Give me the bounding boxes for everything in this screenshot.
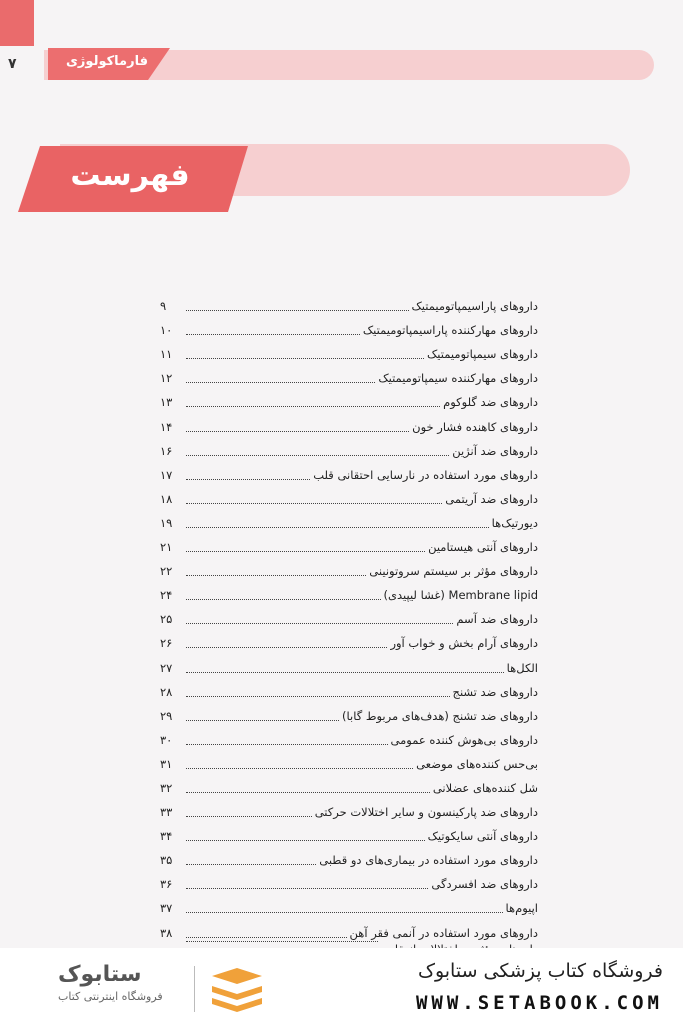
toc-entry[interactable] (160, 507, 538, 531)
store-url[interactable]: WWW.SETABOOK.COM (415, 992, 663, 1014)
toc-entry-page: ۱۲ (160, 371, 173, 386)
toc-dot-leader (186, 310, 409, 311)
toc-entry-page: ۲۶ (160, 636, 173, 651)
toc-dot-leader (186, 551, 425, 552)
toc-dot-leader (186, 479, 310, 480)
toc-entry-title: داروهای بی‌هوش کننده عمومی (390, 732, 538, 747)
toc-entry-page: ۱۴ (160, 419, 173, 434)
toc-entry[interactable] (160, 844, 538, 868)
toc-entry[interactable] (160, 651, 538, 675)
toc-entry[interactable] (160, 603, 538, 627)
toc-entry-title: داروهای ضد آریتمی (445, 491, 538, 506)
toc-dot-leader (186, 406, 440, 407)
toc-entry-title: داروهای پاراسیمپاتومیمتیک (411, 299, 538, 314)
toc-entry-page: ۳۸ (160, 925, 173, 940)
toc-entry-page: ۳۴ (160, 829, 173, 844)
toc-entry[interactable] (160, 435, 538, 459)
toc-entry-page: ۳۱ (160, 756, 173, 771)
toc-dot-leader (186, 840, 425, 841)
toc-entry-page: ۱۷ (160, 467, 173, 482)
toc-dot-leader (186, 768, 413, 769)
toc-dot-leader (186, 816, 312, 817)
toc-entry-title: داروهای ضد پارکینسون و سایر اختلالات حرکتی (314, 805, 538, 820)
toc-dot-leader (186, 792, 430, 793)
toc-entry[interactable] (160, 700, 538, 724)
toc-entry[interactable] (160, 772, 538, 796)
toc-entry-page: ۱۰ (160, 323, 173, 338)
toc-dot-leader (186, 696, 450, 697)
running-head (0, 46, 683, 86)
toc-dot-leader (186, 720, 339, 721)
toc-entry-page: ۲۱ (160, 540, 173, 555)
logo-divider (194, 966, 195, 1012)
toc-banner (0, 140, 683, 220)
toc-entry[interactable] (160, 555, 538, 579)
toc-entry-title: بی‌حس کننده‌های موضعی (416, 756, 538, 771)
toc-entry[interactable] (160, 796, 538, 820)
toc-dot-leader (186, 888, 428, 889)
toc-dot-leader (186, 503, 442, 504)
toc-entry-title: دیورتیک‌ها (491, 515, 538, 530)
toc-entry-page: ۱۳ (160, 395, 173, 410)
store-logo[interactable] (18, 958, 268, 1018)
toc-entry-title: داروهای ضد تشنج (هدف‌های مربوط گابا) (342, 708, 538, 723)
toc-entry-title: داروهای مهارکننده سیمپاتومیمتیک (378, 371, 538, 386)
toc-entry-page: ۱۱ (160, 347, 173, 362)
toc-entry-title: داروهای ضد افسردگی (431, 877, 538, 892)
toc-entry[interactable] (160, 868, 538, 892)
toc-entry-title: داروهای مورد استفاده در بیماری‌های دو قطبی (319, 853, 538, 868)
toc-dot-leader (186, 431, 409, 432)
toc-entry[interactable] (160, 676, 538, 700)
toc-entry-page: ۲۷ (160, 660, 173, 675)
toc-entry-page: ۳۷ (160, 901, 173, 916)
toc-entry-page: ۳۲ (160, 780, 173, 795)
toc-entry[interactable] (160, 531, 538, 555)
toc-entry-page: ۳۳ (160, 805, 173, 820)
toc-entry-page: ۹ (160, 299, 167, 314)
toc-entry[interactable] (160, 916, 538, 940)
toc-entry[interactable] (160, 459, 538, 483)
toc-dot-leader (186, 647, 387, 648)
toc-entry-page: ۲۵ (160, 612, 173, 627)
toc-list (160, 290, 538, 953)
page-number: ۷ (8, 56, 17, 72)
toc-entry[interactable] (160, 483, 538, 507)
toc-entry-page: ۲۴ (160, 588, 173, 603)
toc-entry-title: داروهای ضد آنژین (452, 443, 538, 458)
store-footer (0, 948, 683, 1024)
toc-entry[interactable] (160, 386, 538, 410)
toc-entry-title: داروهای آنتی هیستامین (428, 540, 538, 555)
toc-entry-title: Membrane lipid (غشا لیپیدی) (383, 588, 538, 603)
toc-entry-page: ۲۸ (160, 684, 173, 699)
toc-entry-page: ۳۵ (160, 853, 173, 868)
toc-entry-title: اپیوم‌ها (505, 901, 538, 916)
toc-dot-leader (186, 744, 388, 745)
toc-dot-leader (186, 358, 424, 359)
toc-entry[interactable] (160, 724, 538, 748)
toc-entry-title: داروهای مؤثر بر سیستم سروتونینی (369, 564, 538, 579)
toc-dot-leader (186, 912, 503, 913)
running-head-title: فارماکولوژی (66, 54, 148, 69)
toc-entry-title: داروهای آرام بخش و خواب آور (390, 636, 538, 651)
toc-entry-page: ۲۹ (160, 708, 173, 723)
toc-entry-title: داروهای ضد آسم (456, 612, 538, 627)
store-name: فروشگاه کتاب پزشکی ستابوک (417, 960, 663, 982)
toc-dot-leader (186, 864, 316, 865)
toc-entry[interactable] (160, 579, 538, 603)
toc-entry[interactable] (160, 748, 538, 772)
toc-dot-leader (186, 575, 366, 576)
toc-entry[interactable] (160, 290, 538, 314)
toc-title: فهرست (70, 158, 190, 193)
toc-dot-leader (186, 527, 489, 528)
toc-dot-leader (186, 334, 360, 335)
toc-entry[interactable] (160, 410, 538, 434)
toc-entry-title: شل کننده‌های عضلانی (432, 780, 538, 795)
logo-wordmark: ستابوک (58, 962, 142, 987)
toc-entry-page: ۳۶ (160, 877, 173, 892)
book-stack-icon (208, 966, 266, 1012)
toc-dot-leader (186, 623, 453, 624)
toc-entry-page: ۱۶ (160, 443, 173, 458)
toc-dot-leader (186, 455, 449, 456)
toc-entry-title: داروهای کاهنده فشار خون (412, 419, 538, 434)
toc-entry-title: داروهای مهارکننده پاراسیمپاتومیمتیک (362, 323, 538, 338)
toc-entry-title: داروهای ضد تشنج (452, 684, 538, 699)
toc-dot-leader (186, 941, 378, 942)
toc-entry-page: ۱۹ (160, 515, 173, 530)
corner-mark (0, 0, 34, 46)
toc-dot-leader (186, 599, 381, 600)
logo-tagline: فروشگاه اینترنتی کتاب (58, 990, 163, 1003)
toc-entry-title: داروهای آنتی سایکوتیک (427, 829, 538, 844)
toc-dot-leader (186, 672, 504, 673)
toc-entry-page: ۳۰ (160, 732, 173, 747)
toc-entry[interactable] (160, 892, 538, 916)
toc-entry-page: ۲۲ (160, 564, 173, 579)
toc-entry-title: الکل‌ها (506, 660, 538, 675)
toc-entry-title: داروهای ضد گلوکوم (443, 395, 538, 410)
toc-dot-leader (186, 382, 375, 383)
toc-entry-page: ۱۸ (160, 491, 173, 506)
toc-entry[interactable] (160, 820, 538, 844)
toc-entry-title: داروهای سیمپاتومیمتیک (426, 347, 538, 362)
toc-entry-title: داروهای مورد استفاده در آنمی فقر آهن (349, 925, 538, 940)
toc-entry[interactable] (160, 314, 538, 338)
toc-entry[interactable] (160, 362, 538, 386)
toc-entry[interactable] (160, 627, 538, 651)
toc-entry-title: داروهای مورد استفاده در نارسایی احتقانی قلب (313, 467, 538, 482)
toc-entry[interactable] (160, 338, 538, 362)
toc-dot-leader (186, 937, 347, 938)
